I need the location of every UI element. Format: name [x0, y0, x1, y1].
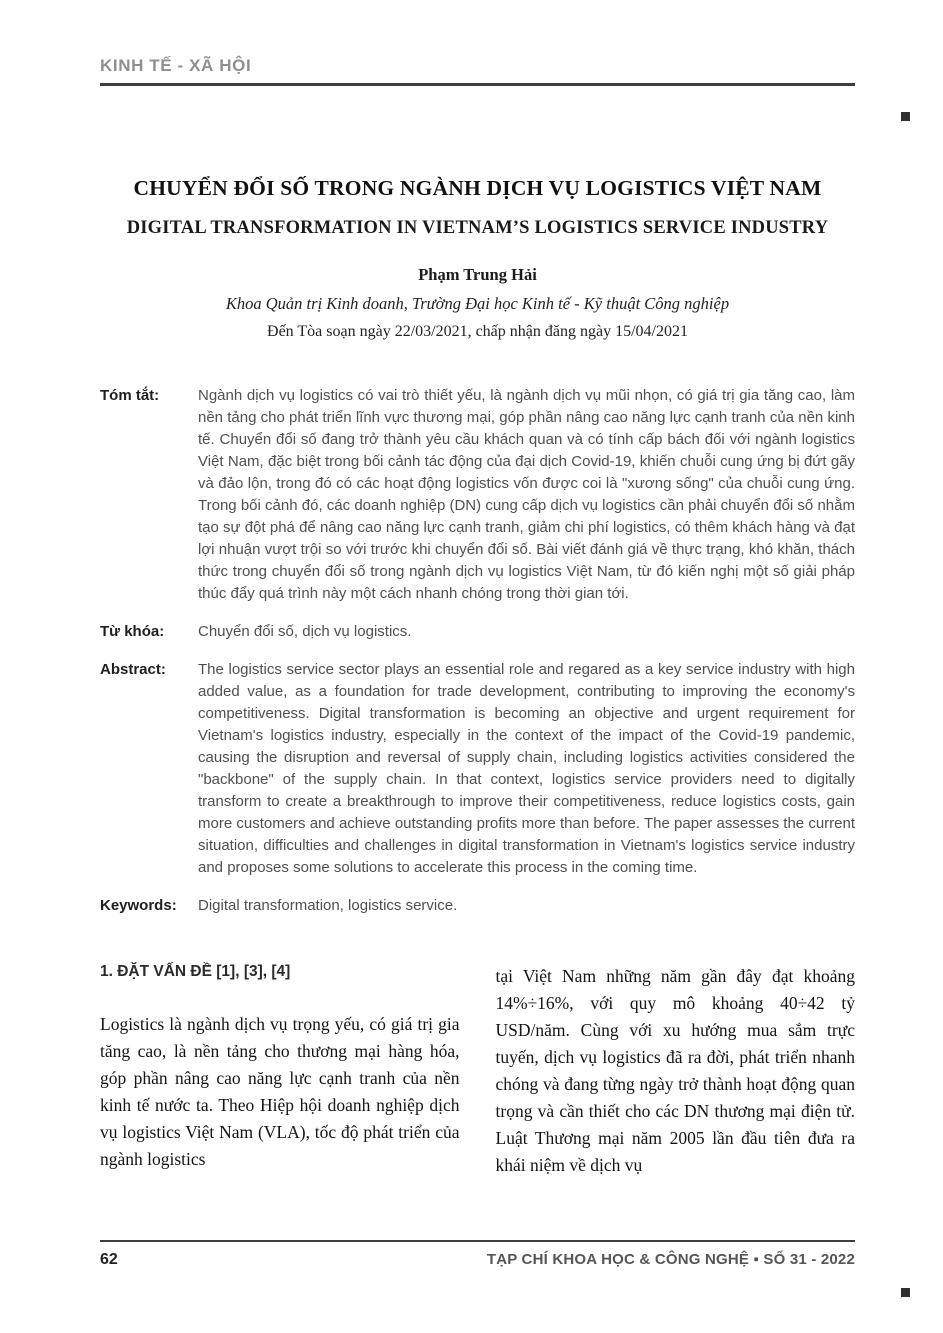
section-1-right-paragraph: tại Việt Nam những năm gần đây đạt khoảng 14%÷16%, với quy mô khoảng 40÷42 tỷ USD/năm. Cùng với xu hướng mua sắm trực tuyến, dịch vụ logistics đã ra đời, phát triển nhanh chóng và đang từng ngày trở thành hoạt động quan trọng và cần thiết cho các DN thương mại điện tử. Luật Thương mại năm 2005 lần đầu tiên đưa ra khái niệm về dịch vụ — [495, 966, 855, 1175]
right-column — [496, 963, 856, 1179]
footer-rule — [100, 1240, 855, 1242]
abstract-en-row — [100, 659, 855, 879]
keywords-en-row — [100, 895, 855, 917]
page-number: 62 — [100, 1251, 118, 1268]
abstract-vi-label: Tóm tắt: — [100, 387, 160, 404]
author-name: Phạm Trung Hải — [418, 265, 537, 284]
keywords-vi-label: Từ khóa: — [100, 623, 165, 640]
abstract-vi-row — [100, 385, 855, 605]
abstract-vi-text: Ngành dịch vụ logistics có vai trò thiết yếu, là ngành dịch vụ mũi nhọn, có giá trị gia tăng cao, làm nền tảng cho phát triển lĩnh vực thương mại, góp phần nâng cao năng lực cạnh tranh của nền kinh tế. Chuyển đổi số đang trở thành yêu cầu khách quan và có tính cấp bách đối với ngành logistics Việt Nam, đặc biệt trong bối cảnh tác động của đại dịch Covid-19, khiến chuỗi cung ứng bị đứt gãy và đảo lộn, trong đó có các hoạt động logistics vốn được coi là "xương sống" của chuỗi cung ứng. Trong bối cảnh đó, các doanh nghiệp (DN) cung cấp dịch vụ logistics cần phải chuyển đổi số nhằm tạo sự đột phá để nâng cao năng lực cạnh tranh, giảm chi phí logistics, có thêm khách hàng và đạt lợi nhuận vượt trội so với trước khi chuyển đổi số. Bài viết đánh giá về thực trạng, khó khăn, thách thức trong chuyển đổi số trong ngành dịch vụ logistics Việt Nam, từ đó kiến nghị một số giải pháp thúc đẩy quá trình này một cách nhanh chóng trong thời gian tới. — [198, 387, 855, 602]
page-footer — [100, 1240, 855, 1269]
footer-row — [100, 1251, 855, 1269]
abstract-en-text: The logistics service sector plays an essential role and regared as a key service industry with high added value, as a foundation for trade development, contributing to improving the economy's competitiveness. Digital transformation is becoming an objective and urgent requirement for Vietnam's logistics industry, especially in the context of the impact of the Covid-19 pandemic, causing the disruption and reversal of supply chain, including logistics activities considered the "backbone" of the supply chain. In that context, logistics service providers need to digitally transform to create a breakthrough to improve their competitiveness, reduce logistics costs, gain more customers and achieve outstanding profits more than before. The paper assesses the current situation, difficulties and challenges in digital transformation in Vietnam's logistics service industry and proposes some solutions to accelerate this process in the coming time. — [198, 661, 855, 876]
keywords-en-label: Keywords: — [100, 897, 177, 914]
abstract-en-label: Abstract: — [100, 661, 166, 678]
article-title-vi: CHUYỂN ĐỔI SỐ TRONG NGÀNH DỊCH VỤ LOGISTICS VIỆT NAM — [133, 176, 822, 200]
article-title-en: DIGITAL TRANSFORMATION IN VIETNAM’S LOGISTICS SERVICE INDUSTRY — [126, 218, 829, 238]
section-1-heading: 1. ĐẶT VẤN ĐỀ [1], [3], [4] — [100, 963, 291, 980]
print-corner-mark-bottom — [901, 1288, 910, 1297]
keywords-vi-row — [100, 621, 855, 643]
author-affiliation: Khoa Quản trị Kinh doanh, Trường Đại học Kinh tế - Kỹ thuật Công nghiệp — [225, 294, 730, 313]
received-accepted-dates: Đến Tòa soạn ngày 22/03/2021, chấp nhận đăng ngày 15/04/2021 — [267, 323, 688, 340]
keywords-en-text: Digital transformation, logistics service. — [198, 897, 458, 914]
header-rule — [100, 83, 855, 86]
running-header — [100, 56, 855, 86]
print-corner-mark-top — [901, 112, 910, 121]
section-1-left-paragraph: Logistics là ngành dịch vụ trọng yếu, có giá trị gia tăng cao, là nền tảng cho thương mại hàng hóa, góp phần nâng cao năng lực cạnh tranh của nền kinh tế nước ta. Theo Hiệp hội doanh nghiệp dịch vụ logistics Việt Nam (VLA), tốc độ phát triển của ngành logistics — [100, 1014, 460, 1169]
left-column — [100, 963, 460, 1179]
keywords-vi-text: Chuyển đổi số, dịch vụ logistics. — [198, 623, 412, 640]
two-column-body — [100, 963, 855, 1179]
journal-issue-label: TẠP CHÍ KHOA HỌC & CÔNG NGHỆ ▪ SỐ 31 - 2022 — [486, 1251, 855, 1268]
abstract-keywords-block — [100, 385, 855, 917]
running-header-label: KINH TẾ - XÃ HỘI — [100, 56, 252, 75]
